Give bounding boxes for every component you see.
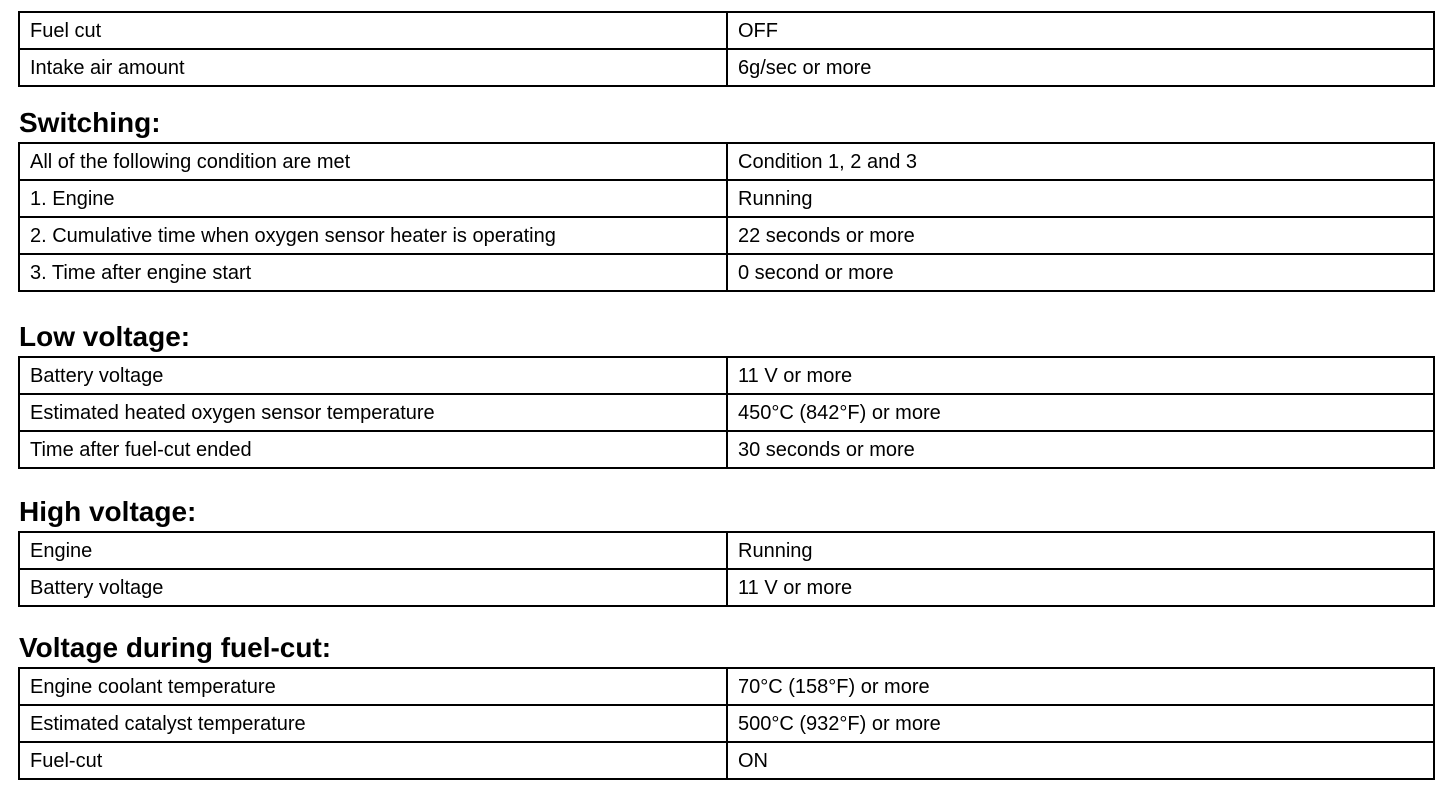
parameter-cell: Fuel-cut — [19, 742, 727, 779]
low-voltage-table-block — [18, 356, 1435, 469]
value-cell: 22 seconds or more — [727, 217, 1434, 254]
parameter-cell: Engine — [19, 532, 727, 569]
value-cell: 11 V or more — [727, 357, 1434, 394]
parameter-cell: 2. Cumulative time when oxygen sensor heater is operating — [19, 217, 727, 254]
parameter-cell: Engine coolant temperature — [19, 668, 727, 705]
value-cell: 11 V or more — [727, 569, 1434, 606]
parameter-cell: Time after fuel-cut ended — [19, 431, 727, 468]
parameter-cell: Battery voltage — [19, 569, 727, 606]
voltage-during-fuel-cut-table-block — [18, 667, 1435, 780]
switching-heading: Switching: — [19, 107, 161, 138]
value-cell: 6g/sec or more — [727, 49, 1434, 86]
value-cell: OFF — [727, 12, 1434, 49]
table-row — [19, 705, 1434, 742]
low-voltage-table — [18, 356, 1435, 469]
high-voltage-table — [18, 531, 1435, 607]
value-cell: Running — [727, 180, 1434, 217]
parameter-cell: 1. Engine — [19, 180, 727, 217]
value-cell: 450°C (842°F) or more — [727, 394, 1434, 431]
voltage-during-fuel-cut-heading: Voltage during fuel-cut: — [19, 632, 332, 663]
table-row — [19, 569, 1434, 606]
table-row — [19, 532, 1434, 569]
table-row — [19, 357, 1434, 394]
table-row — [19, 668, 1434, 705]
table-row — [19, 431, 1434, 468]
high-voltage-table-block — [18, 531, 1435, 607]
parameter-cell: All of the following condition are met — [19, 143, 727, 180]
low-voltage-heading: Low voltage: — [19, 321, 191, 352]
parameter-cell: Intake air amount — [19, 49, 727, 86]
value-cell: 30 seconds or more — [727, 431, 1434, 468]
parameter-cell: Battery voltage — [19, 357, 727, 394]
voltage-during-fuel-cut-table — [18, 667, 1435, 780]
high-voltage-heading: High voltage: — [19, 496, 197, 527]
table-row — [19, 742, 1434, 779]
parameter-cell: Fuel cut — [19, 12, 727, 49]
value-cell: ON — [727, 742, 1434, 779]
value-cell: 0 second or more — [727, 254, 1434, 291]
table-row — [19, 394, 1434, 431]
continuation-table-block — [18, 11, 1435, 87]
parameter-cell: 3. Time after engine start — [19, 254, 727, 291]
table-row — [19, 12, 1434, 49]
parameter-cell: Estimated heated oxygen sensor temperature — [19, 394, 727, 431]
table-row — [19, 143, 1434, 180]
value-cell: 70°C (158°F) or more — [727, 668, 1434, 705]
switching-table — [18, 142, 1435, 292]
switching-table-block — [18, 142, 1435, 292]
value-cell: 500°C (932°F) or more — [727, 705, 1434, 742]
value-cell: Condition 1, 2 and 3 — [727, 143, 1434, 180]
table-row — [19, 217, 1434, 254]
value-cell: Running — [727, 532, 1434, 569]
parameter-cell: Estimated catalyst temperature — [19, 705, 727, 742]
table-row — [19, 254, 1434, 291]
continuation-table — [18, 11, 1435, 87]
table-row — [19, 49, 1434, 86]
table-row — [19, 180, 1434, 217]
